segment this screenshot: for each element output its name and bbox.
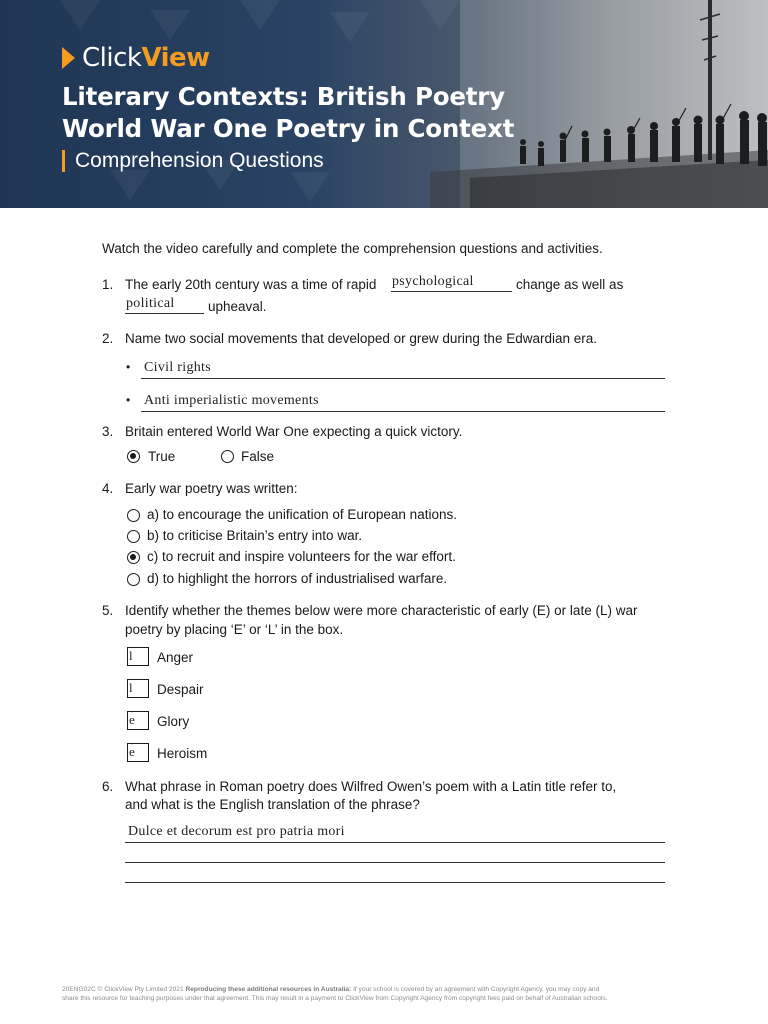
question-6-text-line-1: What phrase in Roman poetry does Wilfred Owen’s poem with a Latin title refer to, xyxy=(125,779,617,794)
question-5-anger-answer: l xyxy=(129,648,133,663)
question-1-text-b: change as well as xyxy=(516,277,624,292)
question-4-option-c-label: c) to recruit and inspire volunteers for the war effort. xyxy=(147,549,456,564)
intro-text: Watch the video carefully and complete the comprehension questions and activities. xyxy=(102,241,603,256)
question-3-true-label: True xyxy=(148,449,176,464)
question-1-number: 1. xyxy=(102,277,114,292)
question-3-false-radio[interactable] xyxy=(221,450,234,463)
question-3-text: Britain entered World War One expecting a quick victory. xyxy=(125,424,463,439)
question-5-anger-box[interactable] xyxy=(127,647,149,666)
question-1-answer-a-field[interactable] xyxy=(391,274,512,292)
page-subtitle xyxy=(62,149,324,173)
footer-line-1-bold: Reproducing these additional resources in Australia: xyxy=(185,986,354,993)
question-3-false-label: False xyxy=(241,449,275,464)
question-5-glory-label: Glory xyxy=(157,714,190,729)
question-1-text-c: upheaval. xyxy=(208,299,267,314)
footer-line-2: share this resource for teaching purposes under that agreement. This may result in a payment to ClickView from Copyright Agency from copyright fees paid on behalf of Australian schools. xyxy=(62,995,608,1002)
question-5-anger-label: Anger xyxy=(157,650,194,665)
question-6-answer-line-2[interactable] xyxy=(125,843,665,863)
page-title-line-2: World War One Poetry in Context xyxy=(62,114,515,143)
question-4-option-d-label: d) to highlight the horrors of industrialised warfare. xyxy=(147,571,448,586)
question-5-heroism-answer: e xyxy=(129,744,136,759)
question-1-text-a: The early 20th century was a time of rapid xyxy=(125,277,377,292)
footer-line-1-a: 20ENG02C © ClickView Pty Limited 2021 xyxy=(62,986,186,993)
page-title-line-1: Literary Contexts: British Poetry xyxy=(62,82,505,111)
clickview-logo xyxy=(62,42,210,74)
header-banner xyxy=(0,0,768,208)
question-5-despair-answer: l xyxy=(129,680,133,695)
question-6-number: 6. xyxy=(102,779,114,794)
question-1-answer-b: political xyxy=(126,296,175,311)
question-4-option-b-radio[interactable] xyxy=(127,530,140,543)
footer-line-1 xyxy=(62,985,712,994)
brand-click: Click xyxy=(82,43,142,73)
question-2-answer-2-field[interactable] xyxy=(141,392,665,412)
brand-view: View xyxy=(141,43,210,73)
footer-line-1-b: If your school is covered by an agreement with Copyright Agency, you may copy and xyxy=(353,986,600,993)
question-4-option-a-radio[interactable] xyxy=(127,509,140,522)
question-5-heroism-box[interactable] xyxy=(127,743,149,762)
brand-wordmark xyxy=(82,43,210,73)
question-4-option-c-radio[interactable] xyxy=(127,551,140,564)
question-2-answer-2: Anti imperialistic movements xyxy=(144,393,319,408)
question-5-text-line-1: Identify whether the themes below were more characteristic of early (E) or late (L) war xyxy=(125,603,638,618)
question-4-number: 4. xyxy=(102,481,114,496)
copyright-footer xyxy=(62,985,712,1003)
question-4-option-a-label: a) to encourage the unification of European nations. xyxy=(147,507,457,522)
question-1-answer-a: psychological xyxy=(392,274,474,289)
question-2-text: Name two social movements that developed or grew during the Edwardian era. xyxy=(125,331,597,346)
question-6-answer-line-3[interactable] xyxy=(125,863,665,883)
question-4-text: Early war poetry was written: xyxy=(125,481,298,496)
question-6-answer: Dulce et decorum est pro patria mori xyxy=(128,824,345,839)
question-6-answer-line-1[interactable] xyxy=(125,823,665,843)
question-5-glory-answer: e xyxy=(129,712,136,727)
question-5-heroism-label: Heroism xyxy=(157,746,208,761)
question-1-answer-b-field[interactable] xyxy=(125,296,204,314)
question-5-text-line-2: poetry by placing ‘E’ or ‘L’ in the box. xyxy=(125,622,344,637)
subtitle-text: Comprehension Questions xyxy=(75,149,324,172)
bullet-icon: • xyxy=(126,393,131,407)
question-2-answer-1-field[interactable] xyxy=(141,359,665,379)
question-4-option-b-label: b) to criticise Britain’s entry into war. xyxy=(147,528,363,543)
question-5-despair-label: Despair xyxy=(157,682,204,697)
question-3-true-radio[interactable] xyxy=(127,450,140,463)
question-5-number: 5. xyxy=(102,603,114,618)
bullet-icon: • xyxy=(126,360,131,374)
question-2-number: 2. xyxy=(102,331,114,346)
subtitle-accent-bar xyxy=(62,150,65,172)
question-5-despair-box[interactable] xyxy=(127,679,149,698)
question-4-option-d-radio[interactable] xyxy=(127,573,140,586)
play-icon xyxy=(62,47,75,69)
question-3-number: 3. xyxy=(102,424,114,439)
question-2-answer-1: Civil rights xyxy=(144,360,211,375)
question-6-text-line-2: and what is the English translation of the phrase? xyxy=(125,797,420,812)
question-5-glory-box[interactable] xyxy=(127,711,149,730)
